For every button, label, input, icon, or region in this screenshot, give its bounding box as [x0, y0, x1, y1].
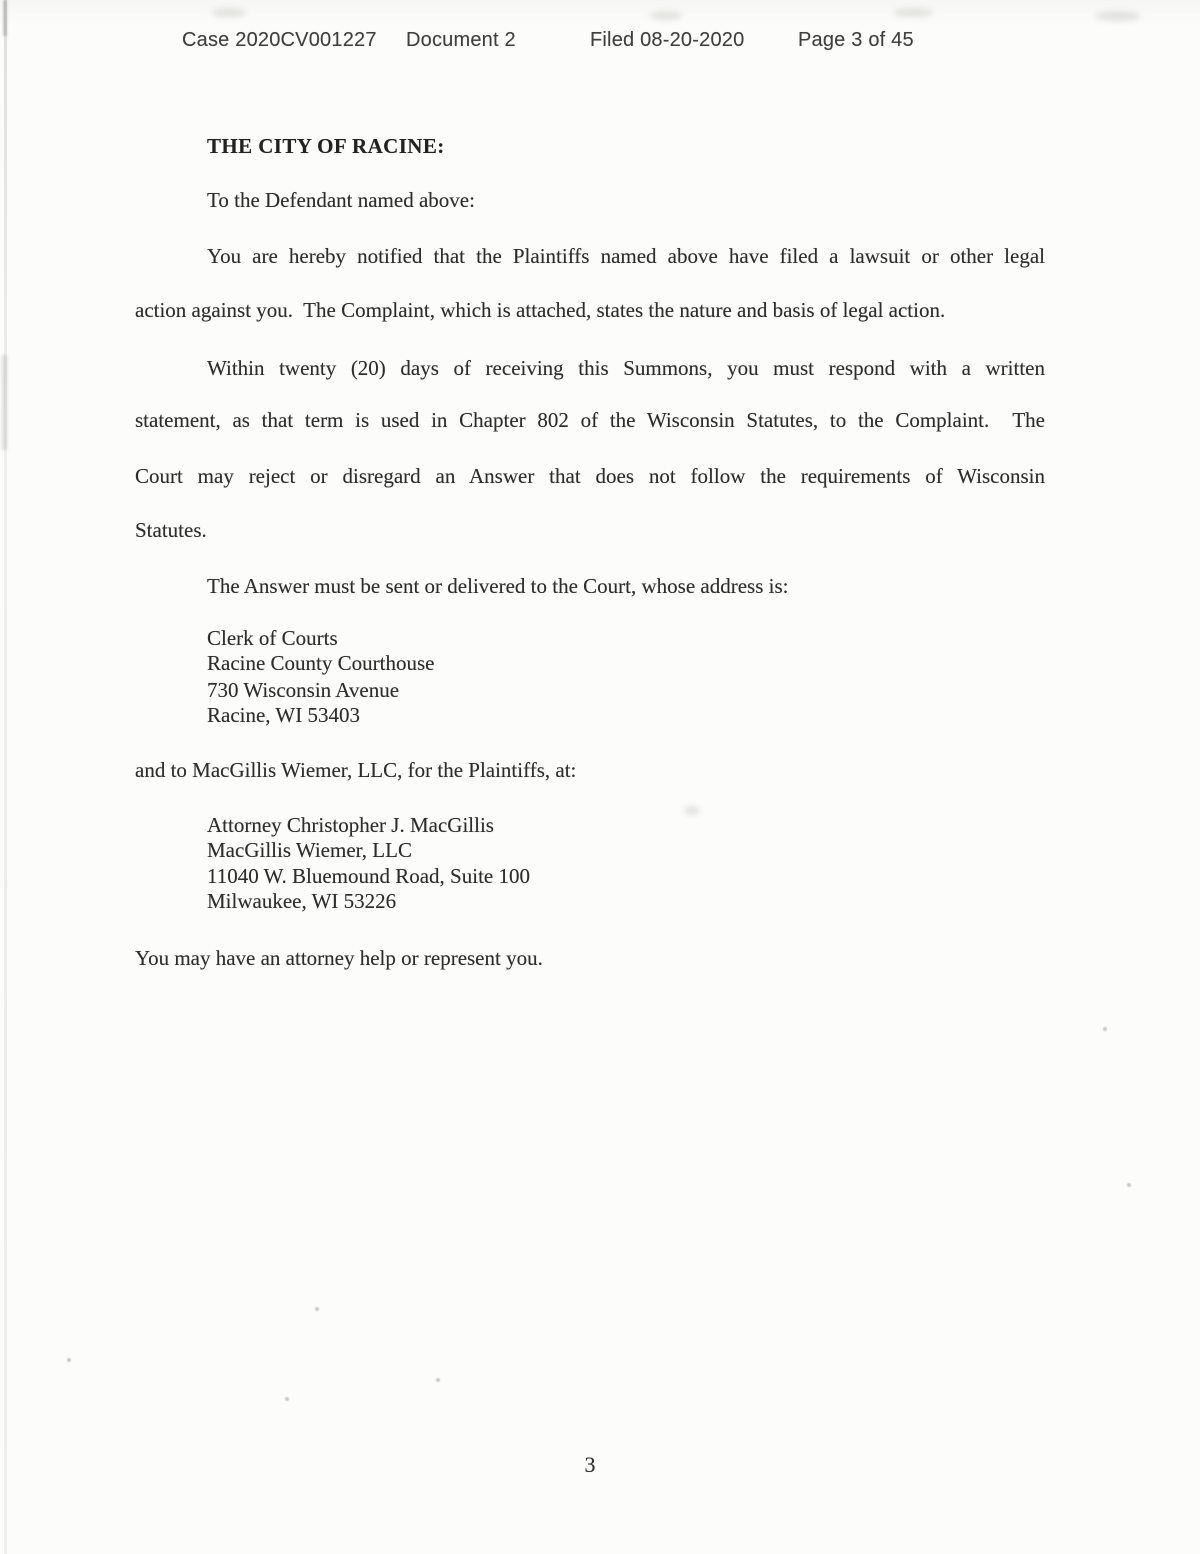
scan-edge-artifact [3, 0, 7, 36]
scan-speck [67, 1358, 71, 1362]
scan-speck [315, 1307, 319, 1311]
header-case-number: Case 2020CV001227 [182, 29, 377, 51]
answer-intro-line: The Answer must be sent or delivered to the Court, whose address is: [207, 574, 789, 598]
scan-smudge [212, 8, 246, 17]
salutation-line: To the Defendant named above: [207, 188, 475, 212]
scan-smudge [650, 11, 682, 20]
court-address-line: Racine County Courthouse [207, 651, 435, 675]
scan-smudge [893, 8, 933, 17]
court-address-line: 730 Wisconsin Avenue [207, 678, 400, 702]
court-address-line: Racine, WI 53403 [207, 703, 360, 727]
attorney-address-line: Milwaukee, WI 53226 [207, 889, 397, 913]
scan-edge-artifact [4, 0, 7, 1554]
body-line: Within twenty (20) days of receiving this Summons, you must respond with a written [207, 356, 1045, 380]
header-document-number: Document 2 [406, 29, 516, 51]
header-filed-date: Filed 08-20-2020 [590, 29, 745, 51]
attorney-address-line: 11040 W. Bluemound Road, Suite 100 [207, 864, 530, 888]
scan-speck [436, 1378, 440, 1382]
body-line: statement, as that term is used in Chapter 802 of the Wisconsin Statutes, to the Complaint. The [135, 408, 1045, 432]
court-address-line: Clerk of Courts [207, 626, 338, 650]
header-page-indicator: Page 3 of 45 [798, 29, 914, 51]
scan-edge-artifact [2, 355, 7, 450]
body-line: action against you. The Complaint, which is attached, states the nature and basis of legal action. [135, 298, 946, 322]
scan-speck [1103, 1027, 1107, 1031]
body-line: Statutes. [135, 518, 207, 542]
body-line: You are hereby notified that the Plaintiffs named above have filed a lawsuit or other legal [207, 244, 1045, 268]
scan-speck [285, 1397, 289, 1401]
scan-speck [1127, 1183, 1131, 1187]
body-line: Court may reject or disregard an Answer that does not follow the requirements of Wisconsin [135, 464, 1045, 488]
scan-smudge [1095, 11, 1141, 21]
scan-top-band [0, 0, 1200, 26]
page-number: 3 [584, 1452, 596, 1477]
closing-line: You may have an attorney help or represent you. [135, 946, 543, 970]
and-to-line: and to MacGillis Wiemer, LLC, for the Plaintiffs, at: [135, 758, 577, 782]
attorney-address-line: Attorney Christopher J. MacGillis [207, 813, 494, 837]
document-heading: THE CITY OF RACINE: [207, 134, 445, 158]
attorney-address-line: MacGillis Wiemer, LLC [207, 838, 412, 862]
